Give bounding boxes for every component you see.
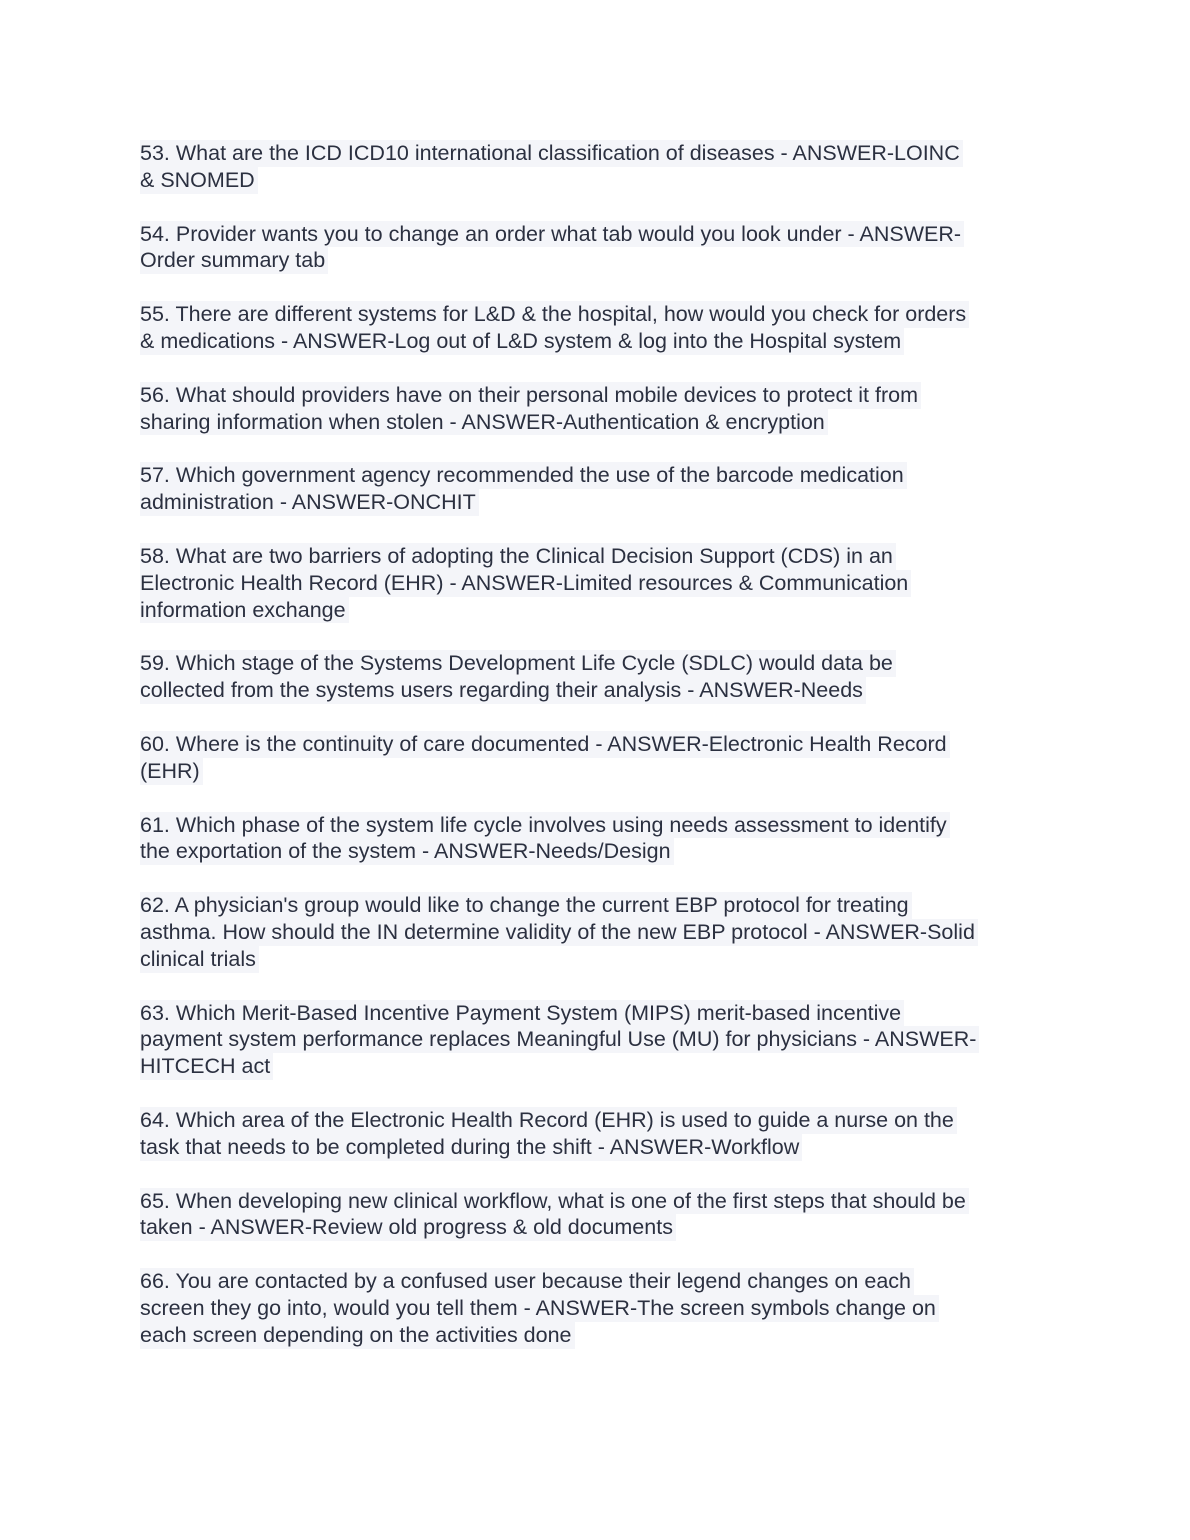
qa-text-line: asthma. How should the IN determine validity of the new EBP protocol - ANSWER-Solid <box>140 919 978 946</box>
qa-item <box>140 140 1060 194</box>
qa-item <box>140 543 1060 623</box>
qa-text-line: Order summary tab <box>140 247 328 274</box>
qa-item <box>140 650 1060 704</box>
qa-text-line: task that needs to be completed during the shift - ANSWER-Workflow <box>140 1134 802 1161</box>
qa-text-line: sharing information when stolen - ANSWER-Authentication & encryption <box>140 409 828 436</box>
qa-item <box>140 1000 1060 1080</box>
qa-text-line: & SNOMED <box>140 167 258 194</box>
qa-item <box>140 382 1060 436</box>
qa-item <box>140 1188 1060 1242</box>
qa-item <box>140 1107 1060 1161</box>
qa-item <box>140 221 1060 275</box>
qa-text-line: 56. What should providers have on their personal mobile devices to protect it from <box>140 382 921 409</box>
qa-text-line: payment system performance replaces Meaningful Use (MU) for physicians - ANSWER- <box>140 1026 979 1053</box>
qa-item <box>140 892 1060 972</box>
qa-text-line: information exchange <box>140 597 349 624</box>
document-page <box>140 140 1060 1376</box>
qa-text-line: screen they go into, would you tell them - ANSWER-The screen symbols change on <box>140 1295 939 1322</box>
qa-text-line: 60. Where is the continuity of care documented - ANSWER-Electronic Health Record <box>140 731 950 758</box>
qa-text-line: 66. You are contacted by a confused user because their legend changes on each <box>140 1268 914 1295</box>
qa-text-line: 55. There are different systems for L&D & the hospital, how would you check for orders <box>140 301 969 328</box>
qa-text-line: 53. What are the ICD ICD10 international classification of diseases - ANSWER-LOINC <box>140 140 963 167</box>
qa-item <box>140 731 1060 785</box>
qa-text-line: Electronic Health Record (EHR) - ANSWER-Limited resources & Communication <box>140 570 911 597</box>
qa-text-line: 65. When developing new clinical workflow, what is one of the first steps that should be <box>140 1188 969 1215</box>
qa-text-line: 54. Provider wants you to change an order what tab would you look under - ANSWER- <box>140 221 964 248</box>
qa-item <box>140 1268 1060 1348</box>
qa-text-line: 59. Which stage of the Systems Development Life Cycle (SDLC) would data be <box>140 650 896 677</box>
qa-text-line: 64. Which area of the Electronic Health Record (EHR) is used to guide a nurse on the <box>140 1107 957 1134</box>
qa-item <box>140 812 1060 866</box>
qa-text-line: clinical trials <box>140 946 259 973</box>
qa-text-line: each screen depending on the activities done <box>140 1322 575 1349</box>
qa-text-line: 62. A physician's group would like to change the current EBP protocol for treating <box>140 892 912 919</box>
qa-text-line: taken - ANSWER-Review old progress & old documents <box>140 1214 676 1241</box>
qa-item <box>140 462 1060 516</box>
qa-text-line: the exportation of the system - ANSWER-Needs/Design <box>140 838 674 865</box>
qa-item <box>140 301 1060 355</box>
qa-text-line: 58. What are two barriers of adopting the Clinical Decision Support (CDS) in an <box>140 543 896 570</box>
qa-text-line: collected from the systems users regarding their analysis - ANSWER-Needs <box>140 677 866 704</box>
qa-text-line: 63. Which Merit-Based Incentive Payment System (MIPS) merit-based incentive <box>140 1000 904 1027</box>
qa-text-line: HITCECH act <box>140 1053 273 1080</box>
qa-text-line: & medications - ANSWER-Log out of L&D system & log into the Hospital system <box>140 328 904 355</box>
qa-text-line: administration - ANSWER-ONCHIT <box>140 489 479 516</box>
qa-text-line: (EHR) <box>140 758 203 785</box>
qa-text-line: 57. Which government agency recommended the use of the barcode medication <box>140 462 907 489</box>
qa-text-line: 61. Which phase of the system life cycle involves using needs assessment to identify <box>140 812 950 839</box>
